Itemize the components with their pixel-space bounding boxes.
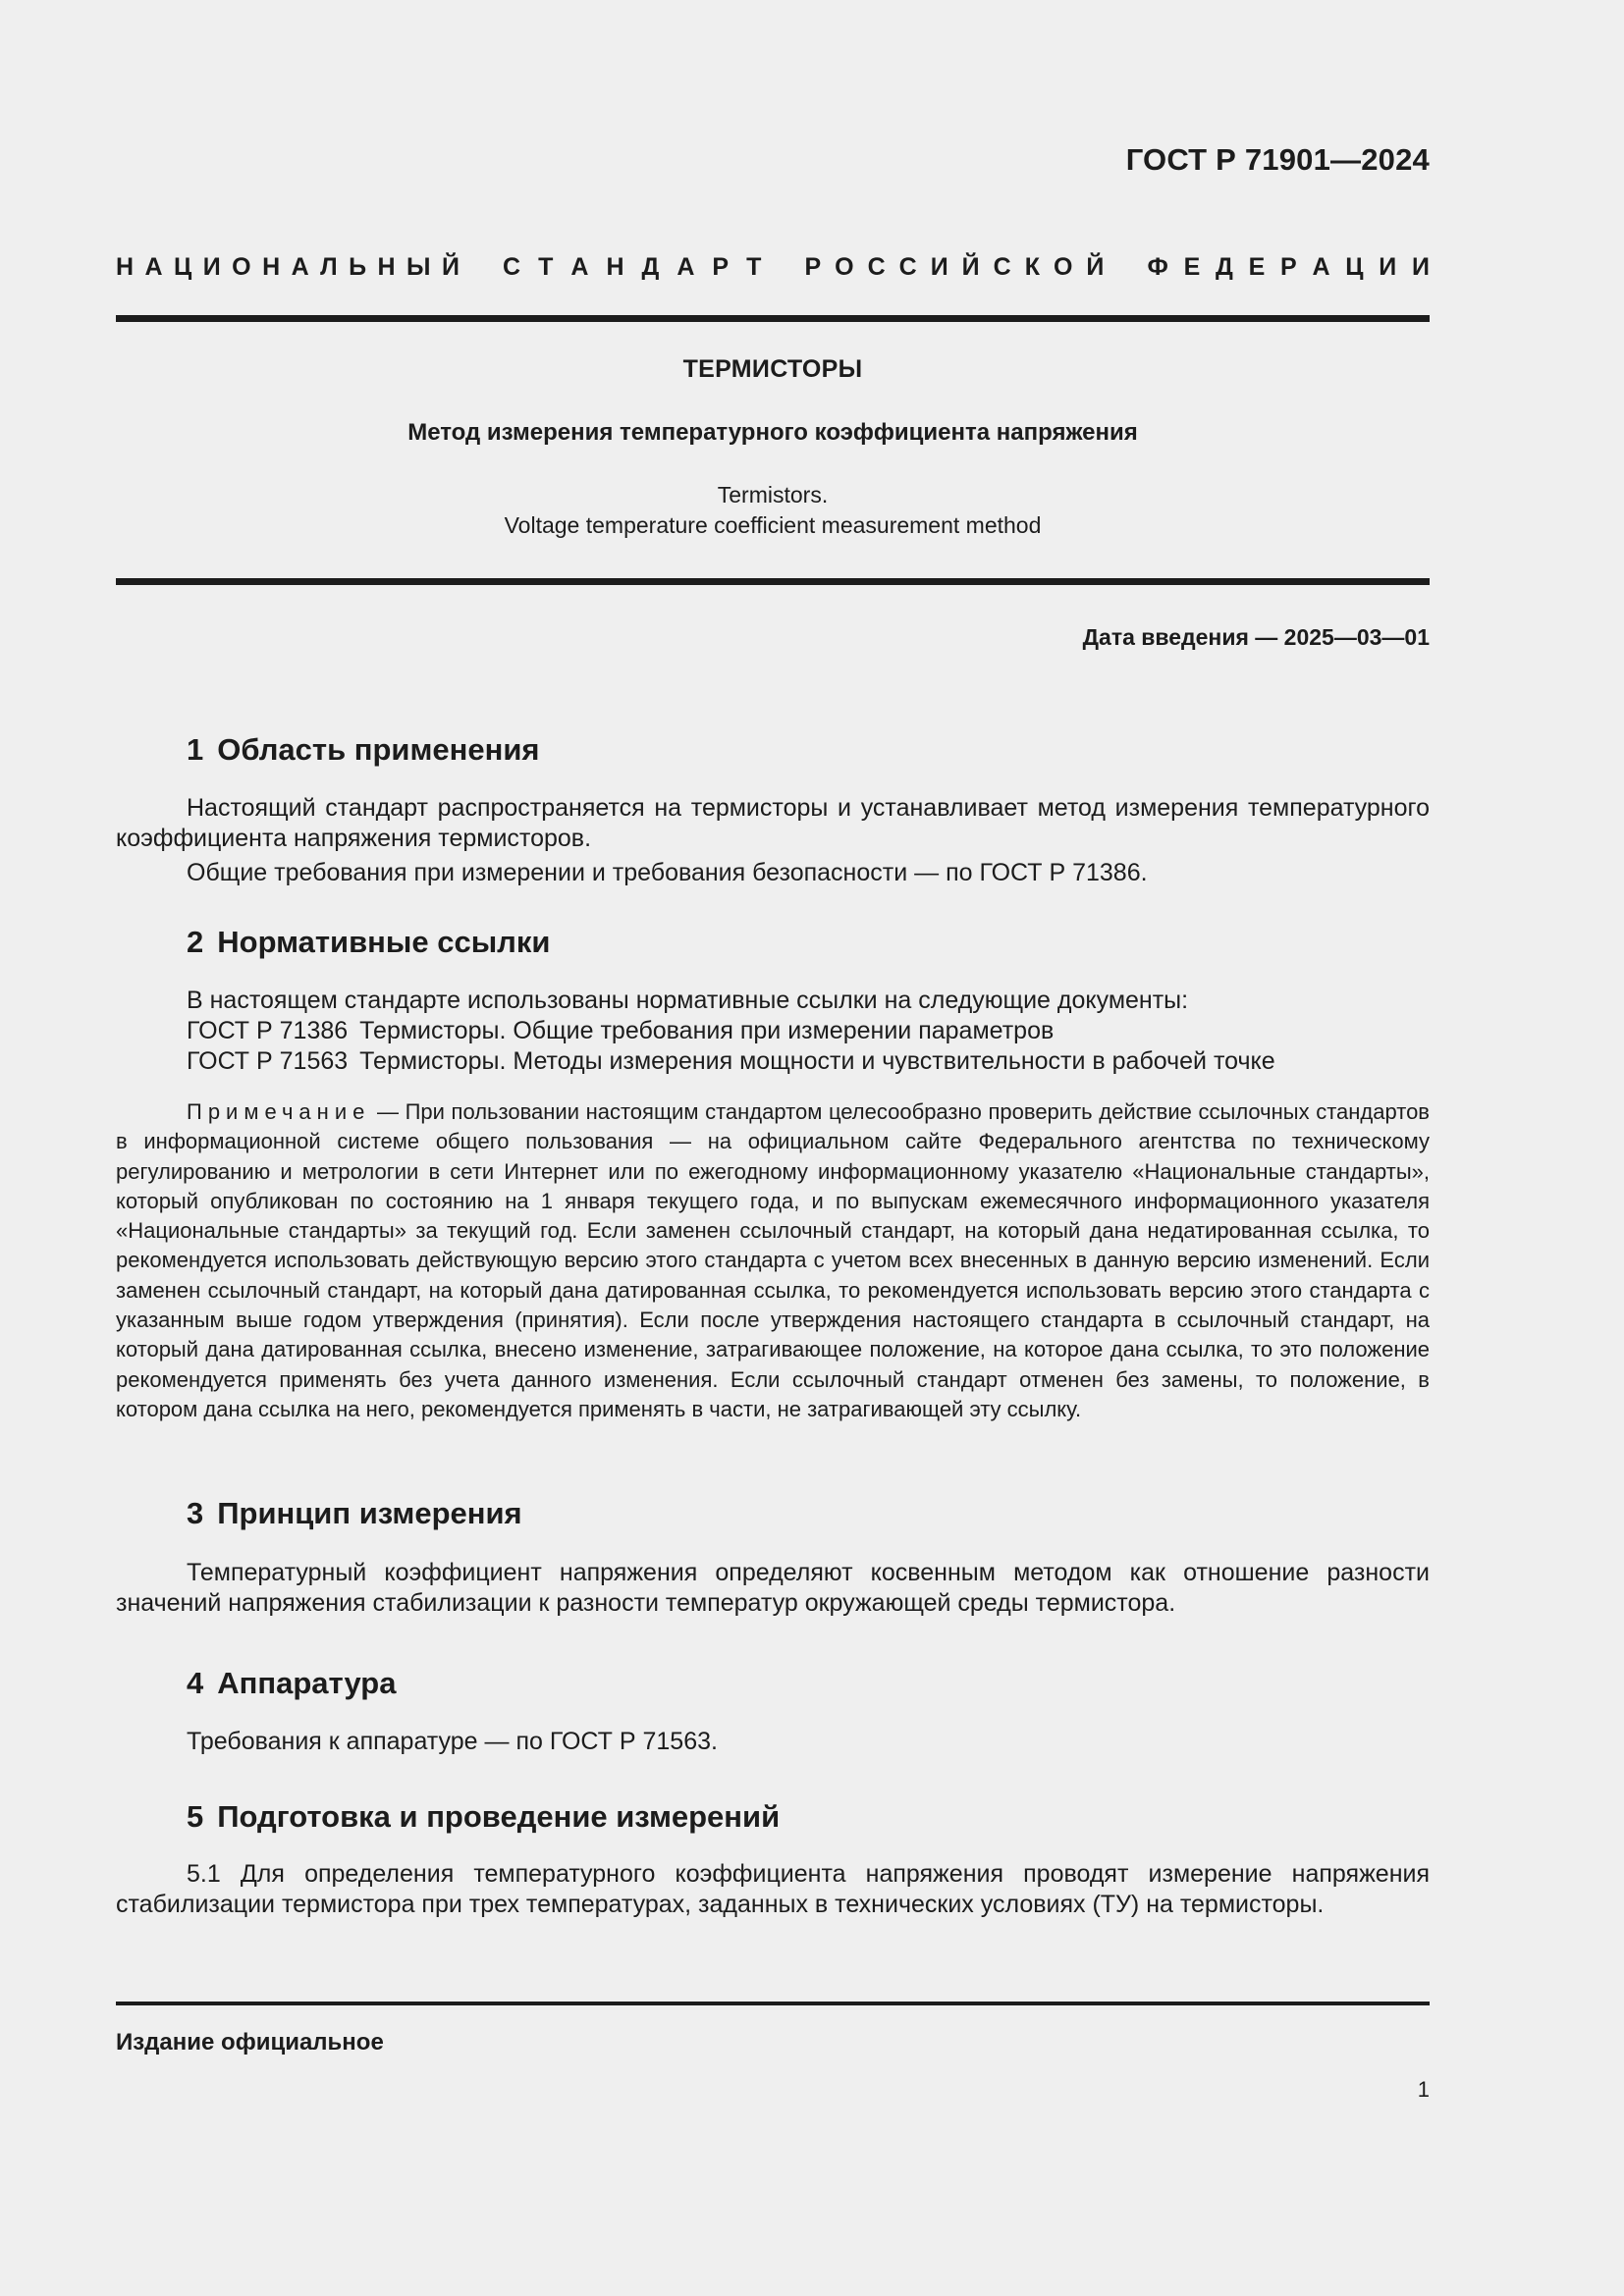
official-edition-label: Издание официальное xyxy=(116,2029,384,2056)
references-block xyxy=(187,986,1430,1077)
national-word: Н А Ц И О Н А Л Ь Н Ы Й xyxy=(116,253,460,281)
section-heading-1 xyxy=(187,732,540,768)
section-heading-4 xyxy=(187,1666,396,1701)
reference-item xyxy=(187,1016,1430,1046)
note-label: Примечание xyxy=(187,1099,371,1124)
section-number: 2 xyxy=(187,925,204,959)
note-paragraph xyxy=(116,1097,1430,1424)
introduction-date: Дата введения — 2025—03—01 xyxy=(1082,624,1430,650)
gost-code: ГОСТ Р 71901—2024 xyxy=(1125,142,1430,177)
document-page xyxy=(116,0,1430,2296)
section-number: 5 xyxy=(187,1799,204,1834)
national-word: Р О С С И Й С К О Й xyxy=(804,253,1105,281)
paragraph: Настоящий стандарт распространяется на термисторы и устанавливает метод измерения температурного коэффициента напряжения термисторов. xyxy=(116,794,1430,852)
section-heading-2 xyxy=(187,925,550,960)
paragraph: 5.1 Для определения температурного коэффициента напряжения проводят измерение напряжения стабилизации термистора при трех температурах, заданных в технических условиях (ТУ) на термисторы. xyxy=(116,1860,1430,1918)
national-standard-line xyxy=(116,253,1430,282)
section-heading-5 xyxy=(187,1799,780,1835)
reference-item xyxy=(187,1046,1430,1077)
section-title: Аппаратура xyxy=(217,1666,397,1700)
section-title: Принцип измерения xyxy=(217,1496,522,1530)
page-number: 1 xyxy=(1417,2077,1430,2102)
note-text: — При пользовании настоящим стандартом целесообразно проверить действие ссылочных стандартов в информационной системе общего пользования — на официальном сайте Федерального агентства по техническому регулированию и метрологии в сети Интернет или по ежегодному информационному указателю «Национальные стандарты», который опубликован по состоянию на 1 января текущего года, и по выпускам ежемесячного информационного указателя «Национальные стандарты» за текущий год. Если заменен ссылочный стандарт, на который дана недатированная ссылка, то рекомендуется использовать действующую версию этого стандарта с учетом всех внесенных в данную версию изменений. Если заменен ссылочный стандарт, на который дана датированная ссылка, то рекомендуется использовать версию этого стандарта с указанным выше годом утверждения (принятия). Если после утверждения настоящего стандарта в ссылочный стандарт, на который дана датированная ссылка, внесено изменение, затрагивающее положение, на которое дана ссылка, то это положение рекомендуется применять без учета данного изменения. Если ссылочный стандарт отменен без замены, то положение, в котором дана ссылка на него, рекомендуется применять в части, не затрагивающей эту ссылку. xyxy=(116,1099,1430,1421)
national-word: С Т А Н Д А Р Т xyxy=(503,253,762,281)
references-intro: В настоящем стандарте использованы нормативные ссылки на следующие документы: xyxy=(187,987,1189,1014)
top-divider xyxy=(116,315,1430,322)
english-title-line: Voltage temperature coefficient measurement method xyxy=(504,512,1042,538)
english-title-line: Termistors. xyxy=(717,482,829,507)
footer-divider xyxy=(116,2002,1430,2005)
section-title: Нормативные ссылки xyxy=(217,925,551,959)
section-heading-3 xyxy=(187,1496,522,1531)
section-number: 3 xyxy=(187,1496,204,1530)
reference-text: Термисторы. Методы измерения мощности и чувствительности в рабочей точке xyxy=(359,1047,1275,1075)
reference-code: ГОСТ Р 71563 xyxy=(187,1047,349,1075)
reference-text: Термисторы. Общие требования при измерении параметров xyxy=(359,1017,1055,1044)
reference-code: ГОСТ Р 71386 xyxy=(187,1017,349,1044)
document-subtitle: Метод измерения температурного коэффициента напряжения xyxy=(407,419,1138,446)
paragraph: Общие требования при измерении и требования безопасности — по ГОСТ Р 71386. xyxy=(187,859,1148,886)
national-word: Ф Е Д Е Р А Ц И И xyxy=(1147,253,1430,281)
title-divider xyxy=(116,578,1430,585)
section-number: 1 xyxy=(187,732,204,767)
paragraph: Температурный коэффициент напряжения определяют косвенным методом как отношение разности значений напряжения стабилизации к разности температур окружающей среды термистора. xyxy=(116,1559,1430,1617)
section-title: Подготовка и проведение измерений xyxy=(217,1799,781,1834)
paragraph: Требования к аппаратуре — по ГОСТ Р 71563. xyxy=(187,1728,718,1755)
english-title xyxy=(116,480,1430,541)
section-title: Область применения xyxy=(217,732,540,767)
section-number: 4 xyxy=(187,1666,204,1700)
document-title: ТЕРМИСТОРЫ xyxy=(682,355,863,383)
